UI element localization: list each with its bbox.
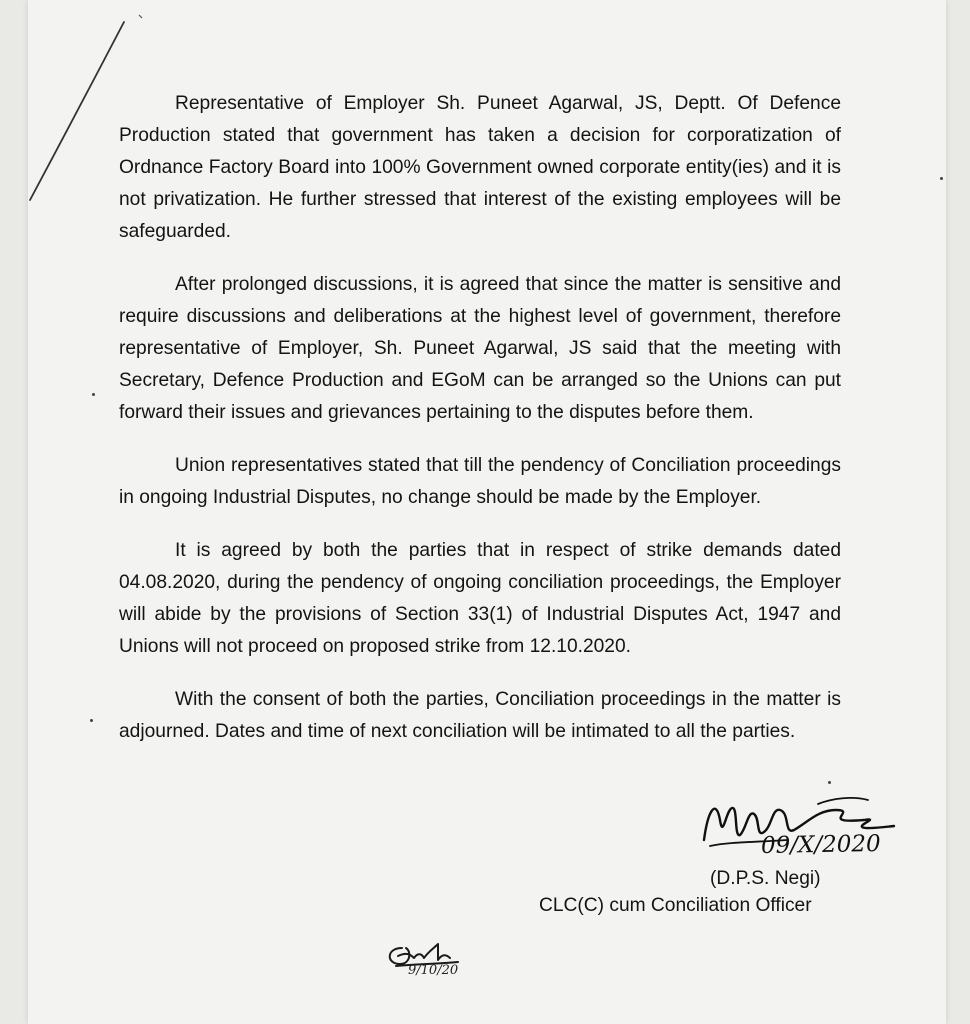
speck <box>828 781 831 784</box>
paragraph-3: Union representatives stated that till the pendency of Conciliation proceedings in ongoing Industrial Disputes, no change should be made by the Employer. <box>119 455 841 508</box>
paragraph-5: With the consent of both the parties, Conciliation proceedings in the matter is adjourned. Dates and time of next conciliation will be intimated to all the parties. <box>119 689 841 742</box>
paragraph-2: After prolonged discussions, it is agreed that since the matter is sensitive and require discussions and deliberations at the highest level of government, therefore representative of Employer, Sh. Puneet Agarwal, JS said that the meeting with Secretary, Defence Production and EGoM can be arranged so the Unions can put forward their issues and grievances pertaining to the disputes before them. <box>119 274 841 423</box>
signature-date: 09/X/2020 <box>760 830 881 860</box>
letter-body <box>119 88 841 748</box>
speck <box>940 177 943 180</box>
speck <box>90 719 93 722</box>
initials-date: 9/10/20 <box>408 963 459 978</box>
document-page <box>28 0 946 1024</box>
initials-mark <box>376 930 496 990</box>
paragraph-1: Representative of Employer Sh. Puneet Agarwal, JS, Deptt. Of Defence Production stated that government has taken a decision for corporatization of Ordnance Factory Board into 100% Government owned corporate entity(ies) and it is not privatization. He further stressed that interest of the existing employees will be safeguarded. <box>119 93 841 242</box>
officer-title: CLC(C) cum Conciliation Officer <box>539 895 812 916</box>
paragraph-4: It is agreed by both the parties that in respect of strike demands dated 04.08.2020, during the pendency of ongoing conciliation proceedings, the Employer will abide by the provisions of Section 33(1) of Industrial Disputes Act, 1947 and Unions will not proceed on proposed strike from 12.10.2020. <box>119 540 841 657</box>
speck <box>92 393 95 396</box>
officer-name: (D.P.S. Negi) <box>710 868 821 889</box>
